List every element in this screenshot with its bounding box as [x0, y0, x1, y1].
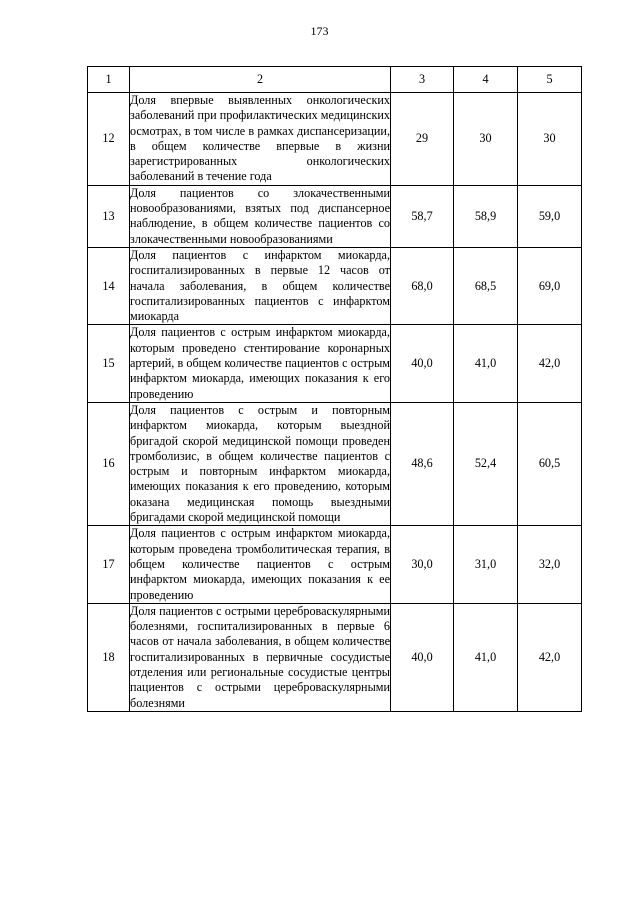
- table-row: [88, 93, 582, 186]
- value-col-3: 40,0: [391, 603, 454, 711]
- value-col-5: 42,0: [518, 325, 582, 402]
- table-row: [88, 247, 582, 324]
- indicator-description: Доля пациентов с острым и повторным инфарктом миокарда, которым выездной бригадой скорой медицинской помощи проведен тромболизис, в общем количестве пациентов с острым и повторным инфарктом миокарда, имеющих показания к его проведению, которым оказана медицинская помощь выездными бригадами скорой медицинской помощи: [130, 402, 390, 525]
- value-col-4: 30: [454, 93, 518, 186]
- value-col-3: 48,6: [391, 402, 454, 525]
- table-row: [88, 325, 582, 402]
- table-row: [88, 185, 582, 247]
- row-number: 15: [88, 325, 130, 402]
- indicator-description: Доля пациентов с острыми цереброваскулярными болезнями, госпитализированных в первые 6 часов от начала заболевания, в общем количестве госпитализированных в первичные сосудистые отделения или региональные сосудистые центры пациентов с острыми цереброваскулярными болезнями: [130, 603, 390, 710]
- indicator-description: Доля впервые выявленных онкологических заболеваний при профилактических медицинских осмотрах, в том числе в рамках диспансеризации, в общем количестве впервые в жизни зарегистрированных онкологических заболеваний в течение года: [130, 93, 390, 184]
- indicator-description: Доля пациентов с инфарктом миокарда, госпитализированных в первые 12 часов от начала заболевания, в общем количестве госпитализированных пациентов с инфарктом миокарда: [130, 247, 390, 324]
- value-col-4: 52,4: [454, 402, 518, 525]
- value-col-3: 58,7: [391, 185, 454, 247]
- table-header-row: [88, 67, 582, 93]
- indicator-description: Доля пациентов с острым инфарктом миокарда, которым проведено стентирование коронарных артерий, в общем количестве пациентов с острым инфарктом миокарда, имеющих показания к его проведению: [130, 325, 390, 401]
- row-number: 12: [88, 93, 130, 186]
- row-number: 14: [88, 247, 130, 324]
- table-row: [88, 526, 582, 603]
- page-number: 173: [310, 24, 329, 38]
- column-header: 1: [88, 67, 130, 93]
- value-col-5: 69,0: [518, 247, 582, 324]
- row-number: 18: [88, 603, 130, 711]
- table-row: [88, 603, 582, 711]
- indicator-description: Доля пациентов с острым инфарктом миокарда, которым проведена тромболитическая терапия, в общем количестве пациентов с острым инфарктом миокарда, имеющих показания к ее проведению: [130, 526, 390, 602]
- value-col-4: 58,9: [454, 185, 518, 247]
- row-number: 16: [88, 402, 130, 525]
- value-col-4: 68,5: [454, 247, 518, 324]
- table-row: [88, 402, 582, 525]
- value-col-3: 68,0: [391, 247, 454, 324]
- indicators-table: [87, 66, 582, 712]
- row-number: 17: [88, 526, 130, 603]
- value-col-3: 30,0: [391, 526, 454, 603]
- row-number: 13: [88, 185, 130, 247]
- column-header: 3: [391, 67, 454, 93]
- indicator-description: Доля пациентов со злокачественными новообразованиями, взятых под диспансерное наблюдение, в общем количестве пациентов со злокачественными новообразованиями: [130, 185, 390, 246]
- value-col-3: 29: [391, 93, 454, 186]
- value-col-5: 42,0: [518, 603, 582, 711]
- value-col-5: 32,0: [518, 526, 582, 603]
- value-col-5: 60,5: [518, 402, 582, 525]
- value-col-3: 40,0: [391, 325, 454, 402]
- value-col-5: 59,0: [518, 185, 582, 247]
- column-header: 5: [518, 67, 582, 93]
- value-col-4: 31,0: [454, 526, 518, 603]
- value-col-5: 30: [518, 93, 582, 186]
- column-header: 4: [454, 67, 518, 93]
- value-col-4: 41,0: [454, 603, 518, 711]
- column-header: 2: [130, 67, 391, 93]
- value-col-4: 41,0: [454, 325, 518, 402]
